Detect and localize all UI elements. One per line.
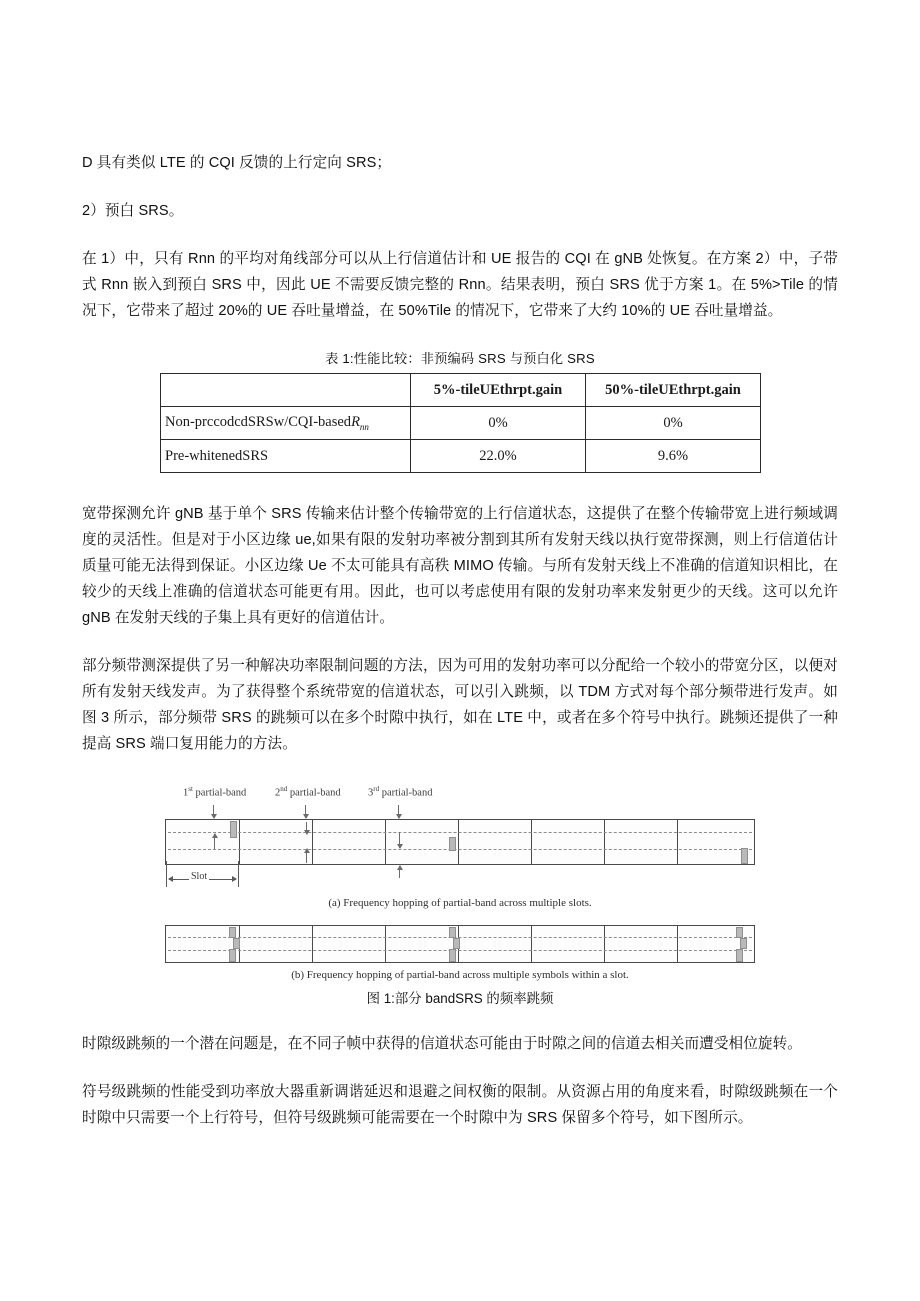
band-indicator-arrow — [399, 832, 400, 848]
paragraph-5: 部分频带测深提供了另一种解决功率限制问题的方法，因为可用的发射功率可以分配给一个较小的带宽分区，以便对所有发射天线发声。为了获得整个系统带宽的信道状态，可以引入跳频，以 TDM 方式对每个部分频带进行发声。如图 3 所示，部分频带 SRS 的跳频可以在多个时隙中执行，如在 LTE 中，或者在多个符号中执行。跳频还提供了一种提高 SRS 端口复用能力的方法。 — [82, 658, 838, 752]
row-label-symbol: R — [351, 414, 360, 431]
pointer-line-3 — [398, 805, 399, 818]
ordinal-number: 3 — [368, 787, 374, 799]
subband-dash-line — [168, 937, 752, 938]
label-text: partial-band — [379, 787, 433, 799]
srs-block — [233, 938, 240, 949]
page-content — [82, 150, 838, 1131]
subband-dash-line — [168, 849, 752, 850]
table-row — [161, 440, 761, 473]
paragraph-3: 在 1）中，只有 Rnn 的平均对角线部分可以从上行信道估计和 UE 报告的 CQI 在 gNB 处恢复。在方案 2）中，子带式 Rnn 嵌入到预白 SRS 中，因此 UE 不需要反馈完整的 Rnn。结果表明，预白 SRS 优于方案 1。在 5%>Tile 的情况下，它带来了超过 20%的 UE 吞吐量增益，在 50%Tile 的情况下，它带来了大约 10%的 UE 吞吐量增益。 — [82, 251, 838, 319]
pointer-row — [165, 805, 755, 819]
table-cell-value: 22.0% — [411, 440, 586, 473]
figure-1 — [165, 785, 755, 1007]
srs-block — [741, 848, 748, 864]
srs-block — [230, 821, 237, 838]
ordinal-suffix: st — [188, 785, 193, 793]
paragraph-2: 2）预白 SRS。 — [82, 203, 184, 219]
spacer — [82, 224, 838, 246]
label-1st-partial-band — [183, 785, 246, 799]
paragraph-6: 时隙级跳频的一个潜在问题是，在不同子帧中获得的信道状态可能由于时隙之间的信道去相关而遭受相位旋转。 — [82, 1036, 802, 1052]
srs-block — [229, 949, 236, 962]
grid-divider — [531, 926, 532, 962]
table-caption: 表 1:性能比较：非预编码 SRS 与预白化 SRS — [325, 351, 595, 366]
table-cell-row-label — [161, 407, 411, 440]
performance-table-container — [160, 348, 760, 473]
table-header-cell-50pct: 50%-tileUEthrpt.gain — [586, 374, 761, 407]
label-2nd-partial-band — [275, 785, 341, 799]
row-label-text: Pre-whitenedSRS — [165, 447, 269, 464]
srs-block — [449, 837, 456, 851]
ordinal-suffix: nd — [280, 785, 288, 793]
subfigure-b-caption: (b) Frequency hopping of partial-band across multiple symbols within a slot. — [291, 969, 629, 981]
spacer — [82, 176, 838, 198]
spacer — [82, 1007, 838, 1031]
slot-label: Slot — [191, 871, 208, 882]
spacer — [82, 324, 838, 348]
table-cell-value: 9.6% — [586, 440, 761, 473]
figure-caption: 图 1:部分 bandSRS 的频率跳频 — [366, 991, 554, 1006]
table-header-row — [161, 374, 761, 407]
srs-block — [449, 949, 456, 962]
grid-divider — [312, 926, 313, 962]
grid-divider — [458, 820, 459, 864]
slot-grid-b — [165, 925, 755, 963]
grid-divider — [604, 926, 605, 962]
band-indicator-arrow — [214, 834, 215, 849]
srs-block — [736, 949, 743, 962]
slot-tick-start — [166, 861, 167, 887]
label-text: partial-band — [192, 787, 247, 799]
row-label-subscript: nn — [359, 421, 369, 432]
row-label-text: Non-prccodcdSRSw/CQI-based — [165, 414, 352, 431]
slot-tick-end — [238, 861, 239, 887]
grid-divider — [604, 820, 605, 864]
grid-divider — [385, 820, 386, 864]
performance-table — [160, 373, 761, 473]
grid-divider — [677, 820, 678, 864]
band-indicator-arrow — [306, 822, 307, 834]
grid-divider — [312, 820, 313, 864]
srs-block — [736, 927, 743, 938]
spacer — [82, 757, 838, 785]
ordinal-number: 1 — [183, 787, 189, 799]
subfigure-a-caption: (a) Frequency hopping of partial-band across multiple slots. — [328, 897, 592, 909]
figure-subplot-b — [165, 925, 755, 1007]
grid-divider — [239, 820, 240, 864]
ordinal-suffix: rd — [373, 785, 380, 793]
figure-subplot-a — [165, 785, 755, 909]
pointer-line-1 — [213, 805, 214, 818]
srs-block — [453, 938, 460, 949]
slot-grid-a — [165, 819, 755, 865]
spacer — [82, 1057, 838, 1079]
table-cell-value: 0% — [586, 407, 761, 440]
table-header-cell-blank — [161, 374, 411, 407]
grid-divider — [385, 926, 386, 962]
table-cell-row-label — [161, 440, 411, 473]
paragraph-7: 符号级跳频的性能受到功率放大器重新调谐延迟和退避之间权衡的限制。从资源占用的角度来看，时隙级跳频在一个时隙中只需要一个上行符号，但符号级跳频可能需要在一个时隙中为 SRS 保留多个符号，如下图所示。 — [82, 1084, 838, 1126]
srs-block — [740, 938, 747, 949]
grid-divider — [531, 820, 532, 864]
partial-band-labels — [165, 785, 755, 805]
table-header-cell-5pct: 5%-tileUEthrpt.gain — [411, 374, 586, 407]
paragraph-1: D 具有类似 LTE 的 CQI 反馈的上行定向 SRS； — [82, 155, 392, 171]
spacer — [82, 631, 838, 653]
label-3rd-partial-band — [368, 785, 432, 799]
band-indicator-arrow — [306, 849, 307, 863]
pointer-line-2 — [305, 805, 306, 818]
table-cell-value: 0% — [411, 407, 586, 440]
subband-dash-line — [168, 832, 752, 833]
grid-divider — [677, 926, 678, 962]
label-text: partial-band — [287, 787, 341, 799]
table-row — [161, 407, 761, 440]
srs-block — [449, 927, 456, 938]
paragraph-4: 宽带探测允许 gNB 基于单个 SRS 传输来估计整个传输带宽的上行信道状态，这提供了在整个传输带宽上进行频域调度的灵活性。但是对于小区边缘 ue,如果有限的发射功率被分割到其所有发射天线以执行宽带探测，则上行信道估计质量可能无法得到保证。小区边缘 Ue 不太可能具有高秩 MIMO 传输。与所有发射天线上不准确的信道知识相比，在较少的天线上准确的信道状态可能更有用。因此，也可以考虑使用有限的发射功率来发射更少的天线。这可以允许 gNB 在发射天线的子集上具有更好的信道估计。 — [82, 506, 838, 626]
spacer — [82, 473, 838, 501]
subband-dash-line — [168, 950, 752, 951]
spacer — [165, 909, 755, 925]
srs-block — [229, 927, 236, 938]
slot-measure-row — [165, 865, 755, 891]
ordinal-number: 2 — [275, 787, 281, 799]
